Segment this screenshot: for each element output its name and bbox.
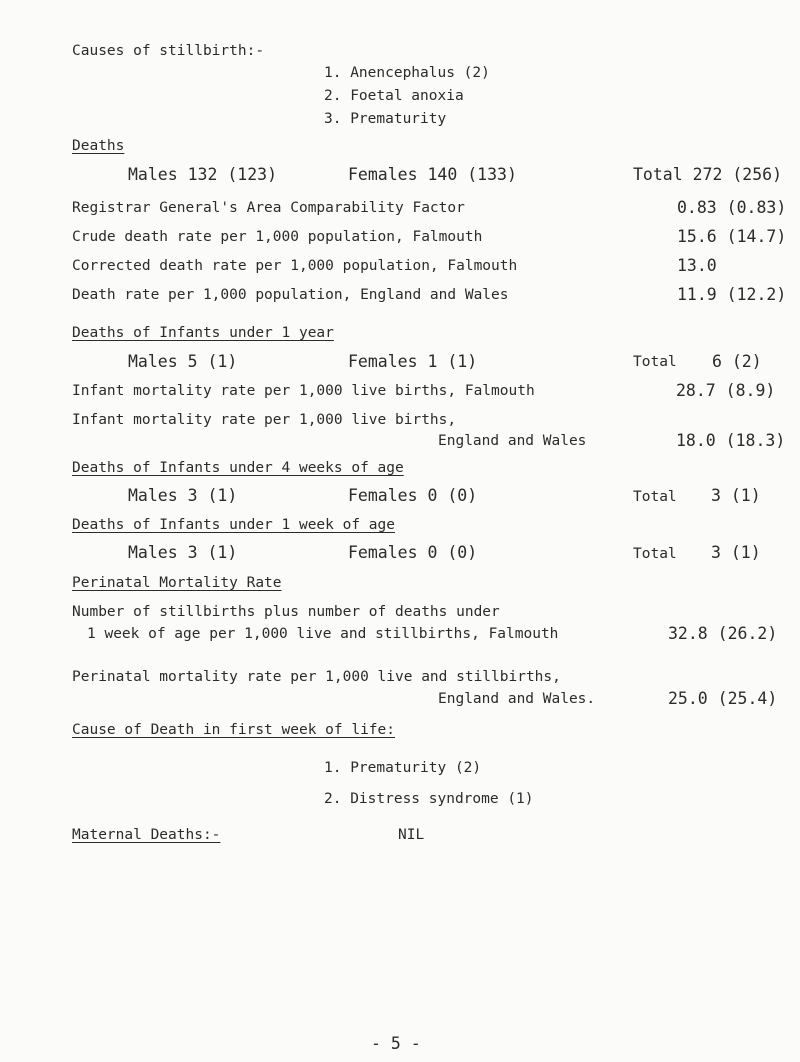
ew-death-rate-label: Death rate per 1,000 population, England and Wales — [72, 287, 509, 303]
infants-1week-heading: Deaths of Infants under 1 week of age — [72, 517, 396, 533]
infants-year-heading: Deaths of Infants under 1 year — [72, 325, 334, 341]
infants-1week-total-label: Total — [633, 546, 677, 562]
comparability-factor-label: Registrar General's Area Comparability Factor — [72, 200, 465, 216]
infants-year-males: Males 5 (1) — [128, 352, 238, 371]
first-week-item-2: 2. Distress syndrome (1) — [324, 791, 534, 807]
deaths-heading: Deaths — [72, 138, 125, 154]
crude-death-rate-value: 15.6 (14.7) — [677, 227, 787, 246]
maternal-value: NIL — [398, 827, 425, 843]
perinatal-ew-value: 25.0 (25.4) — [668, 689, 778, 708]
page-number: - 5 - — [371, 1034, 421, 1053]
infants-year-total-label: Total — [633, 354, 677, 370]
infants-4weeks-total-value: 3 (1) — [711, 486, 761, 505]
stillbirth-item-1: 1. Anencephalus (2) — [324, 65, 490, 81]
corrected-death-rate-value: 13.0 — [677, 256, 717, 275]
crude-death-rate-label: Crude death rate per 1,000 population, Falmouth — [72, 229, 483, 245]
comparability-factor-value: 0.83 (0.83) — [677, 198, 787, 217]
infants-4weeks-heading: Deaths of Infants under 4 weeks of age — [72, 460, 404, 476]
infants-year-females: Females 1 (1) — [348, 352, 478, 371]
maternal-heading: Maternal Deaths:- — [72, 827, 221, 843]
perinatal-ew-label-line-2: England and Wales. — [438, 691, 596, 707]
corrected-death-rate-label: Corrected death rate per 1,000 population, Falmouth — [72, 258, 518, 274]
perinatal-ew-label-line-1: Perinatal mortality rate per 1,000 live and stillbirths, — [72, 669, 561, 685]
perinatal-falmouth-label-line-1: Number of stillbirths plus number of deaths under — [72, 604, 500, 620]
infants-year-total-value: 6 (2) — [712, 352, 762, 371]
first-week-heading: Cause of Death in first week of life: — [72, 722, 396, 738]
imr-falmouth-label: Infant mortality rate per 1,000 live births, Falmouth — [72, 383, 535, 399]
stillbirth-item-2: 2. Foetal anoxia — [324, 88, 464, 104]
deaths-females: Females 140 (133) — [348, 165, 517, 184]
infants-1week-total-value: 3 (1) — [711, 543, 761, 562]
perinatal-falmouth-value: 32.8 (26.2) — [668, 624, 778, 643]
infants-4weeks-males: Males 3 (1) — [128, 486, 238, 505]
first-week-item-1: 1. Prematurity (2) — [324, 760, 482, 776]
imr-ew-value: 18.0 (18.3) — [676, 431, 786, 450]
infants-1week-females: Females 0 (0) — [348, 543, 478, 562]
infants-1week-males: Males 3 (1) — [128, 543, 238, 562]
ew-death-rate-value: 11.9 (12.2) — [677, 285, 787, 304]
imr-falmouth-value: 28.7 (8.9) — [676, 381, 776, 400]
deaths-total: Total 272 (256) — [633, 165, 783, 184]
perinatal-falmouth-label-line-2: 1 week of age per 1,000 live and stillbirths, Falmouth — [87, 626, 559, 642]
stillbirth-item-3: 3. Prematurity — [324, 111, 447, 127]
perinatal-heading: Perinatal Mortality Rate — [72, 575, 282, 591]
stillbirth-heading: Causes of stillbirth:- — [72, 43, 265, 59]
infants-4weeks-total-label: Total — [633, 489, 677, 505]
infants-4weeks-females: Females 0 (0) — [348, 486, 478, 505]
imr-ew-label-line-2: England and Wales — [438, 433, 587, 449]
imr-ew-label-line-1: Infant mortality rate per 1,000 live births, — [72, 412, 457, 428]
deaths-males: Males 132 (123) — [128, 165, 278, 184]
